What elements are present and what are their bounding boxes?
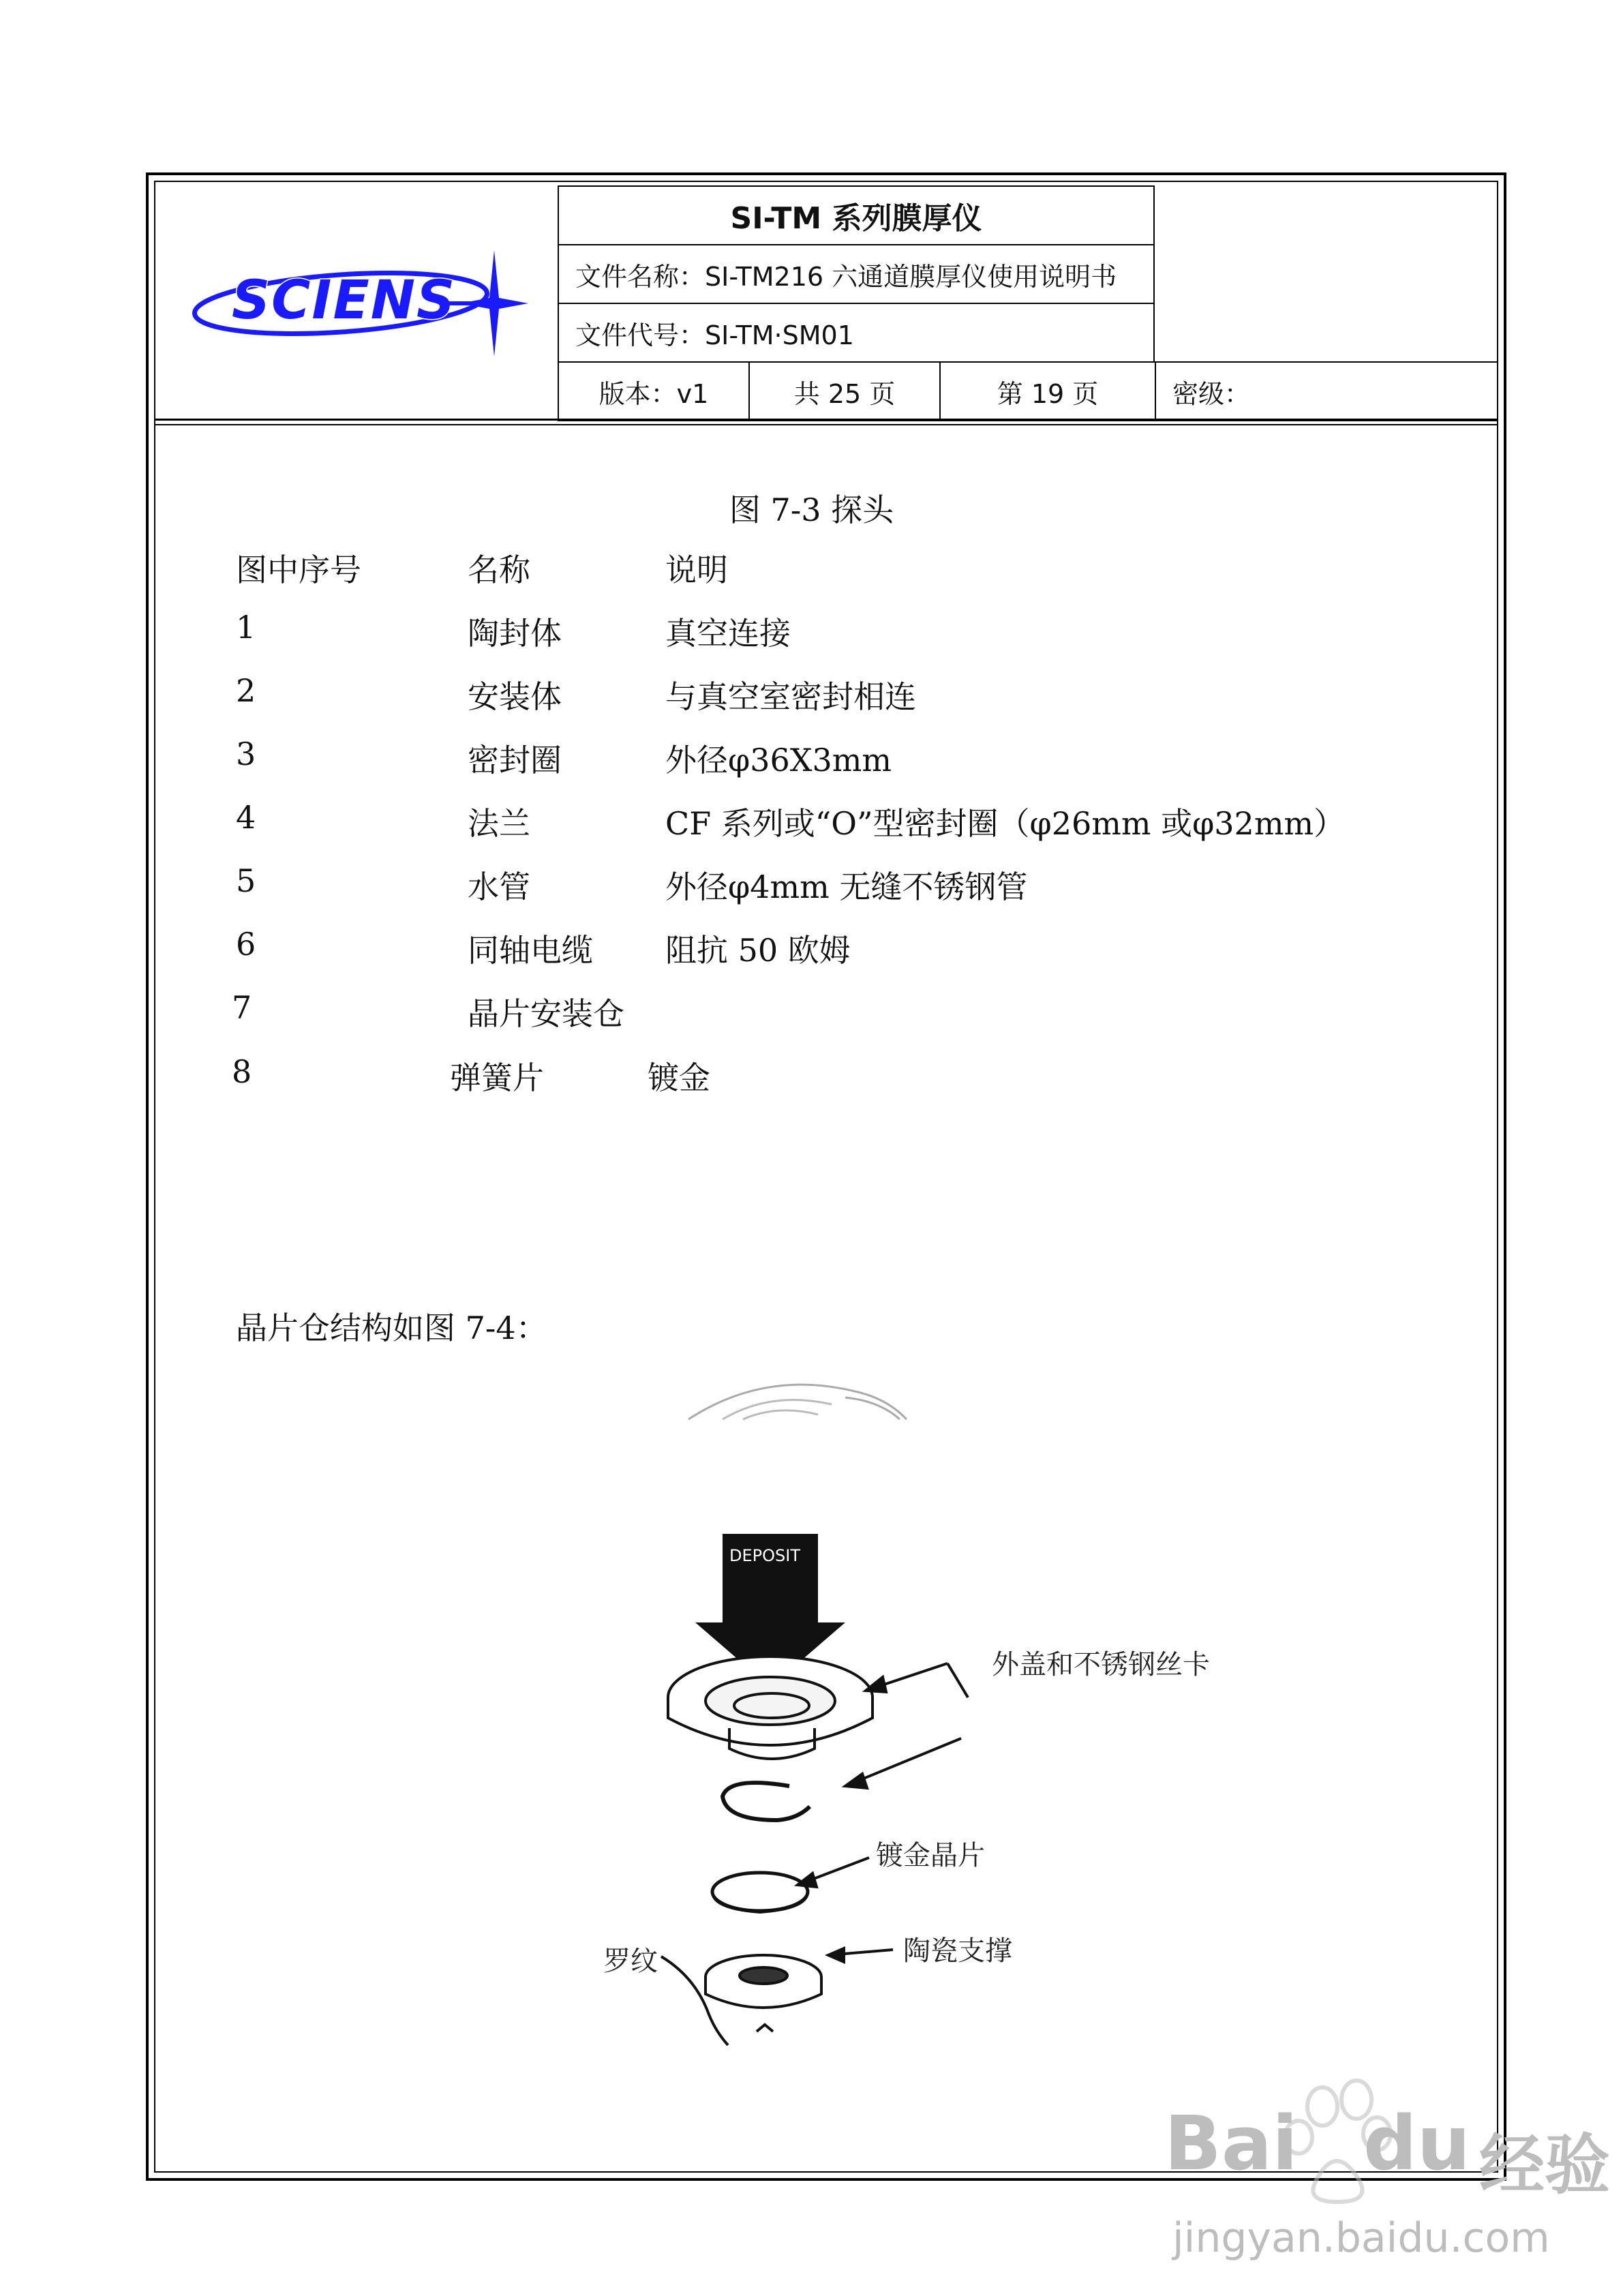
table-header-description: 说明	[665, 552, 728, 588]
doc-page-number: 第 19 页	[939, 361, 1156, 421]
table-cell-name: 安装体	[468, 678, 562, 715]
doc-code: 文件代号：SI-TM·SM01	[558, 303, 1155, 363]
doc-name: 文件名称：SI-TM216 六通道膜厚仪使用说明书	[558, 244, 1155, 304]
doc-series-title: SI-TM 系列膜厚仪	[558, 185, 1155, 245]
callout-ceramic-support: 陶瓷支撑	[903, 1935, 1012, 1967]
table-cell-name: 陶封体	[468, 615, 562, 652]
table-header-name: 名称	[468, 552, 530, 588]
gold-crystal-part	[712, 1873, 808, 1912]
table-cell-description: 真空连接	[665, 615, 791, 652]
sciens-logo	[184, 235, 539, 365]
callout-thread: 罗纹	[603, 1946, 658, 1977]
table-cell-name: 水管	[468, 868, 530, 905]
table-cell-description: 与真空室密封相连	[665, 678, 916, 715]
outer-cap-part	[668, 1657, 873, 1759]
watermark-cn: 经验	[1479, 2127, 1610, 2203]
table-header-number: 图中序号	[236, 552, 361, 588]
table-cell-number: 1	[236, 609, 256, 646]
wire-clip-part	[723, 1783, 810, 1820]
table-cell-number: 8	[232, 1053, 252, 1090]
deposit-label: DEPOSIT	[729, 1546, 800, 1565]
callout-gold-crystal: 镀金晶片	[876, 1840, 985, 1871]
table-cell-number: 5	[236, 862, 256, 899]
header-right-divider	[1155, 361, 1498, 363]
table-cell-description: 外径φ4mm 无缝不锈钢管	[665, 868, 1028, 905]
table-cell-name: 弹簧片	[450, 1059, 544, 1096]
header-divider-inner	[154, 424, 1498, 425]
watermark-brand: Bai	[1164, 2100, 1298, 2187]
callout-outer-cap: 外盖和不锈钢丝卡	[992, 1649, 1210, 1680]
table-cell-number: 2	[236, 672, 256, 709]
table-cell-name: 同轴电缆	[468, 932, 593, 969]
ceramic-support-part	[706, 1955, 821, 2031]
watermark-url: jingyan.baidu.com	[1172, 2214, 1550, 2262]
table-cell-description: 阻抗 50 欧姆	[665, 932, 851, 969]
doc-secrecy-level: 密级：	[1155, 361, 1498, 421]
table-cell-name: 晶片安装仓	[468, 995, 624, 1032]
table-cell-name: 法兰	[468, 805, 530, 842]
logo-text: SCIENS	[232, 270, 457, 331]
table-cell-number: 3	[236, 736, 256, 772]
table-cell-number: 6	[236, 926, 256, 963]
body-paragraph: 晶片仓结构如图 7-4：	[236, 1310, 547, 1346]
table-cell-description: 外径φ36X3mm	[665, 742, 892, 779]
doc-total-pages: 共 25 页	[748, 361, 941, 421]
crystal-holder-diagram	[593, 1377, 1288, 2059]
figure-caption: 图 7-3 探头	[729, 492, 894, 528]
table-cell-number: 7	[232, 989, 252, 1026]
table-cell-name: 密封圈	[468, 742, 562, 779]
table-cell-description: 镀金	[648, 1059, 710, 1096]
doc-version: 版本：v1	[558, 361, 750, 421]
watermark-brand-du: du	[1363, 2100, 1471, 2187]
table-cell-number: 4	[236, 799, 256, 836]
table-cell-description: CF 系列或“O”型密封圈（φ26mm 或φ32mm）	[665, 805, 1346, 842]
